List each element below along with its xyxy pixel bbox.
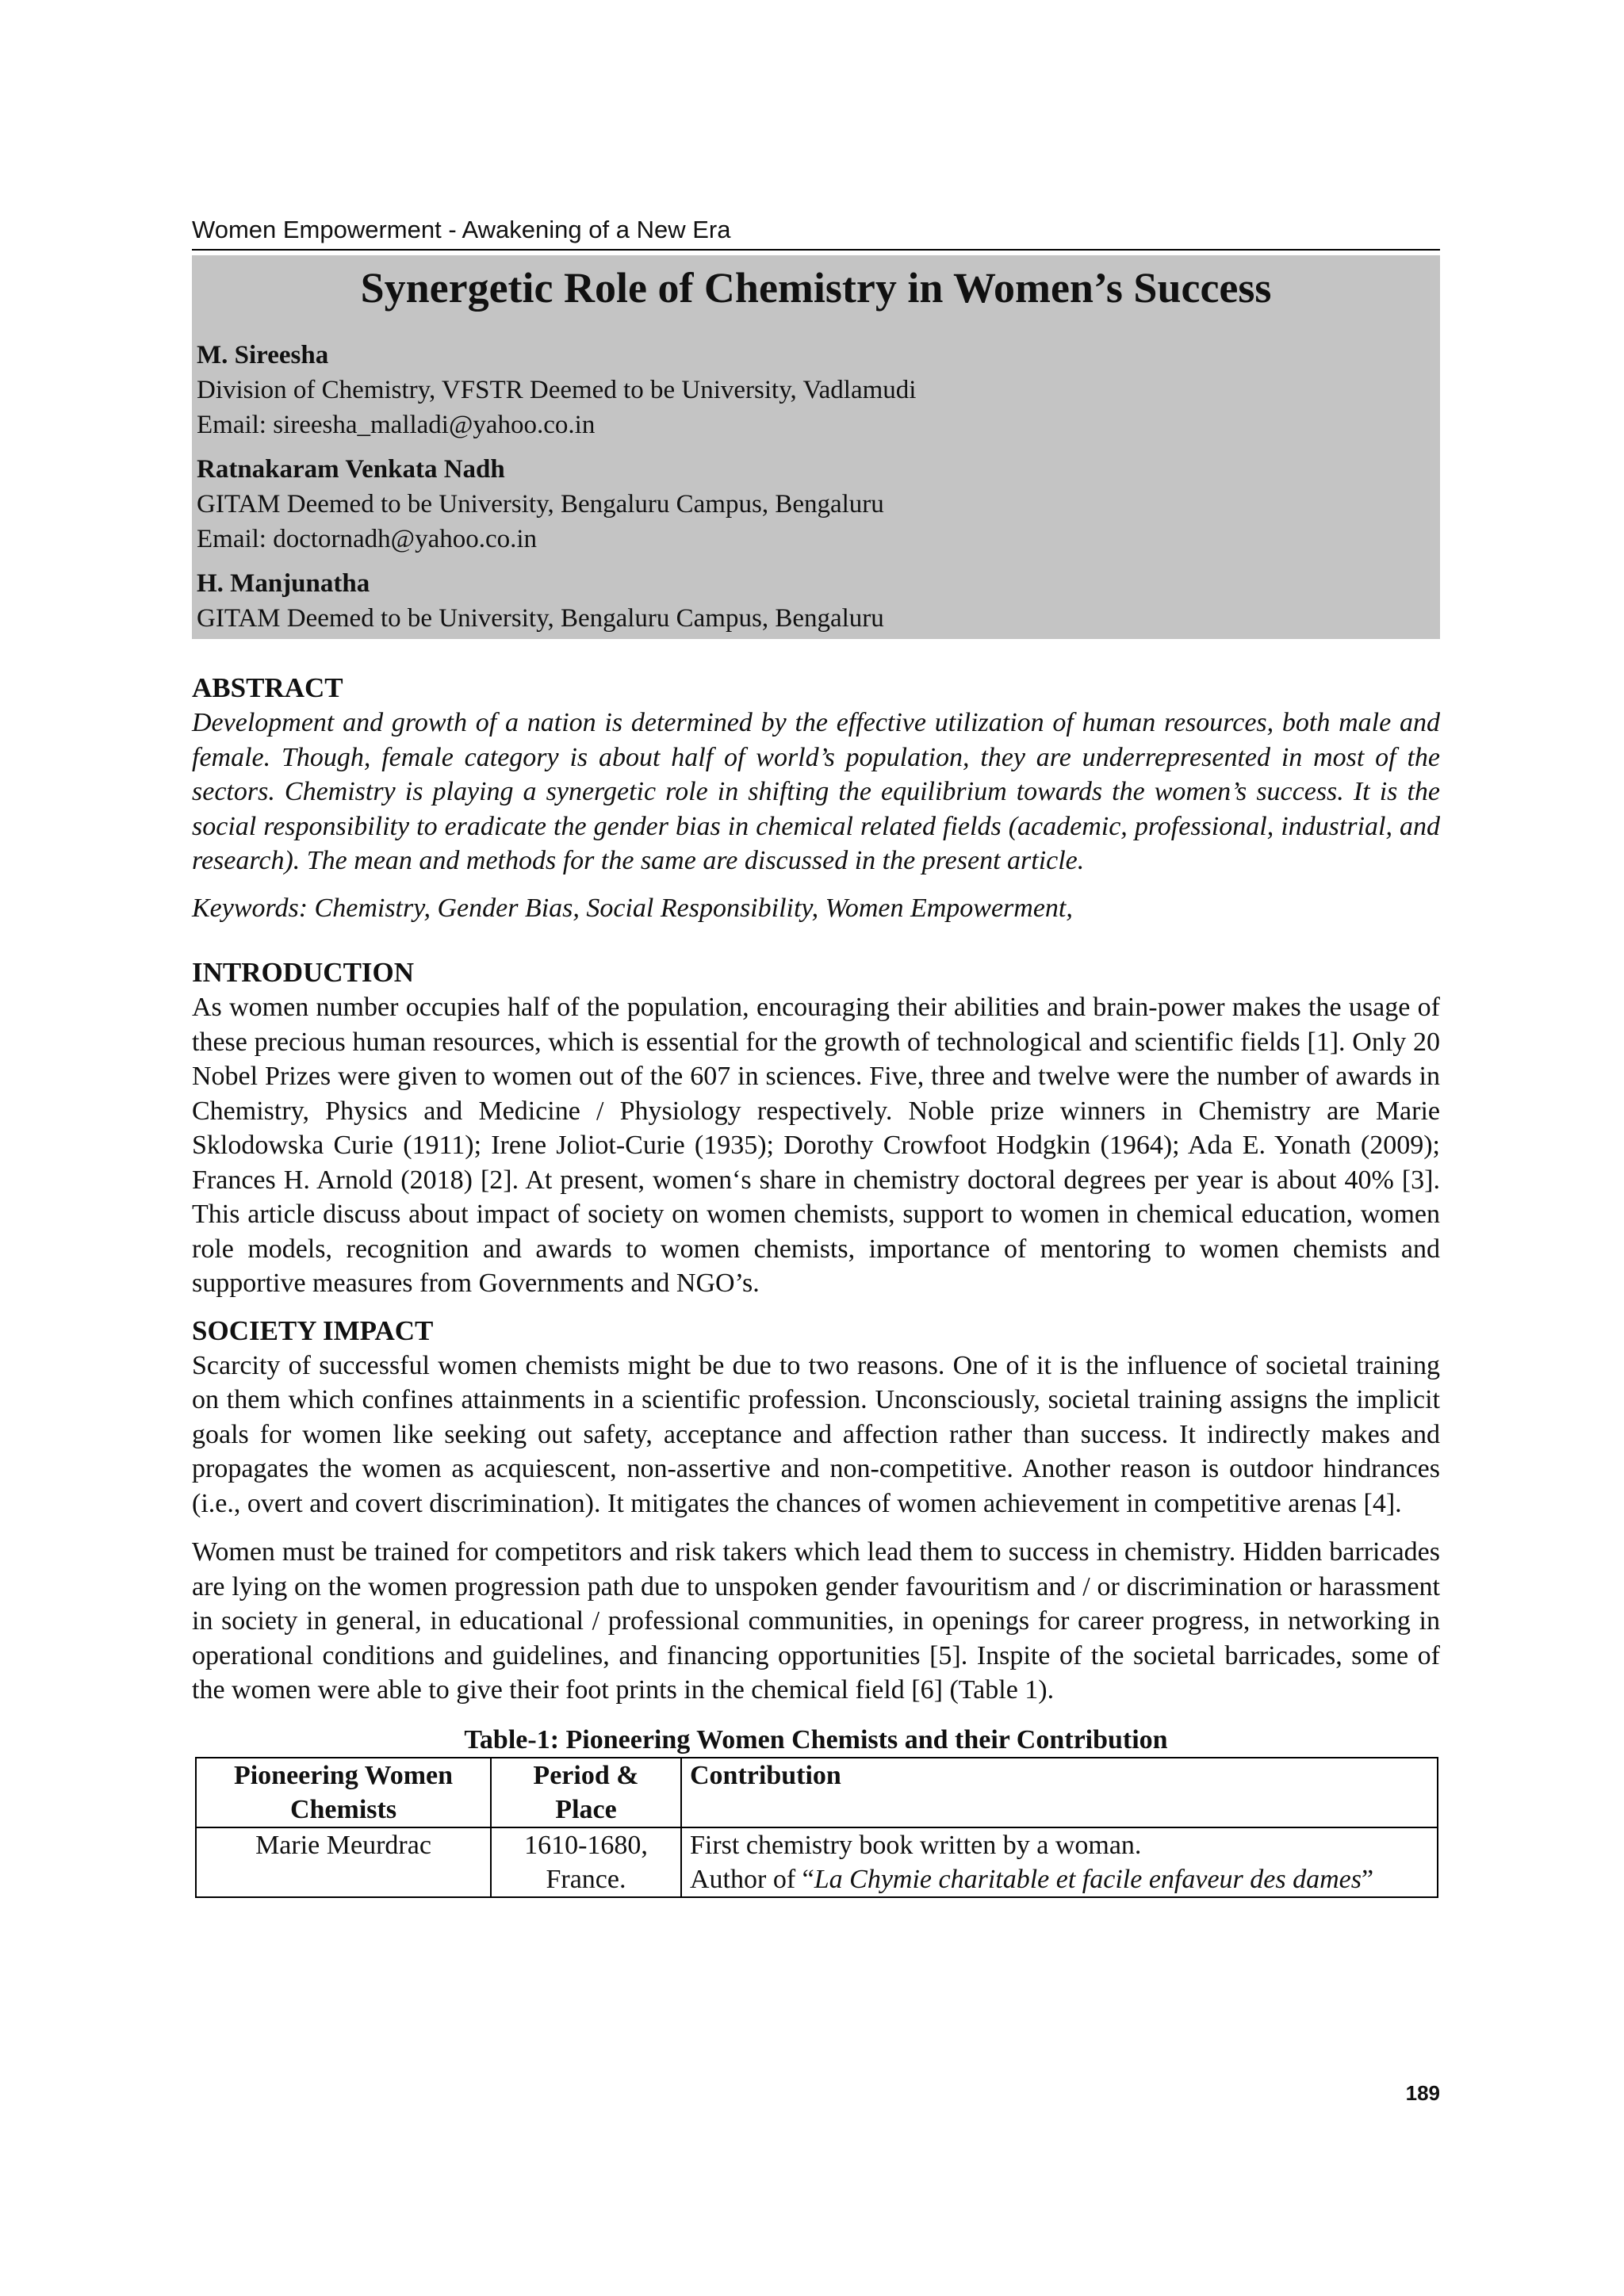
author-name: H. Manjunatha [197, 569, 370, 598]
abstract-heading: ABSTRACT [192, 672, 343, 703]
society-impact-heading: SOCIETY IMPACT [192, 1314, 434, 1346]
table-row [196, 1827, 1438, 1897]
column-header-chemists: Pioneering Women Chemists [196, 1758, 491, 1827]
society-impact-paragraph: Women must be trained for competitors and risk takers which lead them to success in chemistry. Hidden barricades are lying on the women progression path due to unspoken gender favouritism and / or discrimination or harassment in society in general, in educational / professional communities, in openings for career progress, in networking in operational conditions and guidelines, and financing opportunities [5]. Inspite of the societal barricades, some of the women were able to give their foot prints in the chemical field [6] (Table 1). [192, 1537, 1440, 1705]
title-box [192, 255, 1440, 639]
paper-title: Synergetic Role of Chemistry in Women’s Success [360, 264, 1272, 312]
author-block [197, 566, 1435, 636]
introduction-text: As women number occupies half of the population, encouraging their abilities and brain-power makes the usage of these precious human resources, which is essential for the growth of technological and scientific fields [1]. Only 20 Nobel Prizes were given to women out of the 607 in sciences. Five, three and twelve were the number of awards in Chemistry, Physics and Medicine / Physiology respectively. Noble prize winners in Chemistry are Marie Sklodowska Curie (1911); Irene Joliot-Curie (1935); Dorothy Crowfoot Hodgkin (1964); Ada E. Yonath (2009); Frances H. Arnold (2018) [2]. At present, women‘s share in chemistry doctoral degrees per year is about 40% [3]. This article discuss about impact of society on women chemists, support to women in chemical education, women role models, recognition and awards to women chemists, importance of mentoring to women chemists and supportive measures from Governments and NGO’s. [192, 993, 1440, 1298]
paper-page [192, 214, 1440, 1898]
column-header-period: Period & Place [491, 1758, 681, 1827]
women-chemists-table [195, 1757, 1438, 1898]
author-email: Email: doctornadh@yahoo.co.in [197, 525, 538, 553]
introduction-heading: INTRODUCTION [192, 957, 415, 988]
table-caption: Table-1: Pioneering Women Chemists and their Contribution [464, 1724, 1168, 1755]
cell-chemist: Marie Meurdrac [196, 1827, 491, 1897]
table-header-row [196, 1758, 1438, 1827]
author-affiliation: GITAM Deemed to be University, Bengaluru Campus, Bengaluru [197, 490, 884, 519]
contribution-suffix: ” [1361, 1864, 1374, 1894]
cell-period: 1610-1680, France. [491, 1827, 681, 1897]
column-header-contribution: Contribution [681, 1758, 1438, 1827]
contribution-author-line [690, 1862, 1429, 1896]
author-affiliation: Division of Chemistry, VFSTR Deemed to be University, Vadlamudi [197, 376, 917, 404]
keywords: Keywords: Chemistry, Gender Bias, Social Responsibility, Women Empowerment, [192, 893, 1073, 923]
running-header: Women Empowerment - Awakening of a New Era [192, 214, 1440, 251]
author-block [197, 452, 1435, 557]
page-number: 189 [1405, 2081, 1440, 2105]
author-affiliation: GITAM Deemed to be University, Bengaluru Campus, Bengaluru [197, 604, 884, 633]
abstract-text: Development and growth of a nation is determined by the effective utilization of human resources, both male and female. Though, female category is about half of world’s population, they are underrepresented in most of the sectors. Chemistry is playing a synergetic role in shifting the equilibrium towards the women’s success. It is the social responsibility to eradicate the gender bias in chemical related fields (academic, professional, industrial, and research). The mean and methods for the same are discussed in the present article. [192, 708, 1440, 875]
author-name: M. Sireesha [197, 341, 329, 369]
society-impact-paragraph: Scarcity of successful women chemists might be due to two reasons. One of it is the influence of societal training on them which confines attainments in a scientific profession. Unconsciously, societal training assigns the implicit goals for women like seeking out safety, acceptance and affection rather than success. It indirectly makes and propagates the women as acquiescent, non-assertive and non-competitive. Another reason is outdoor hindrances (i.e., overt and covert discrimination). It mitigates the chances of women achievement in competitive arenas [4]. [192, 1350, 1440, 1518]
author-email: Email: sireesha_malladi@yahoo.co.in [197, 411, 596, 439]
cell-contribution [681, 1827, 1438, 1897]
author-block [197, 338, 1435, 442]
contribution-book-title: La Chymie charitable et facile enfaveur des dames [814, 1864, 1362, 1894]
author-name: Ratnakaram Venkata Nadh [197, 455, 505, 484]
contribution-line: First chemistry book written by a woman. [690, 1830, 1142, 1860]
contribution-prefix: Author of “ [690, 1864, 814, 1894]
